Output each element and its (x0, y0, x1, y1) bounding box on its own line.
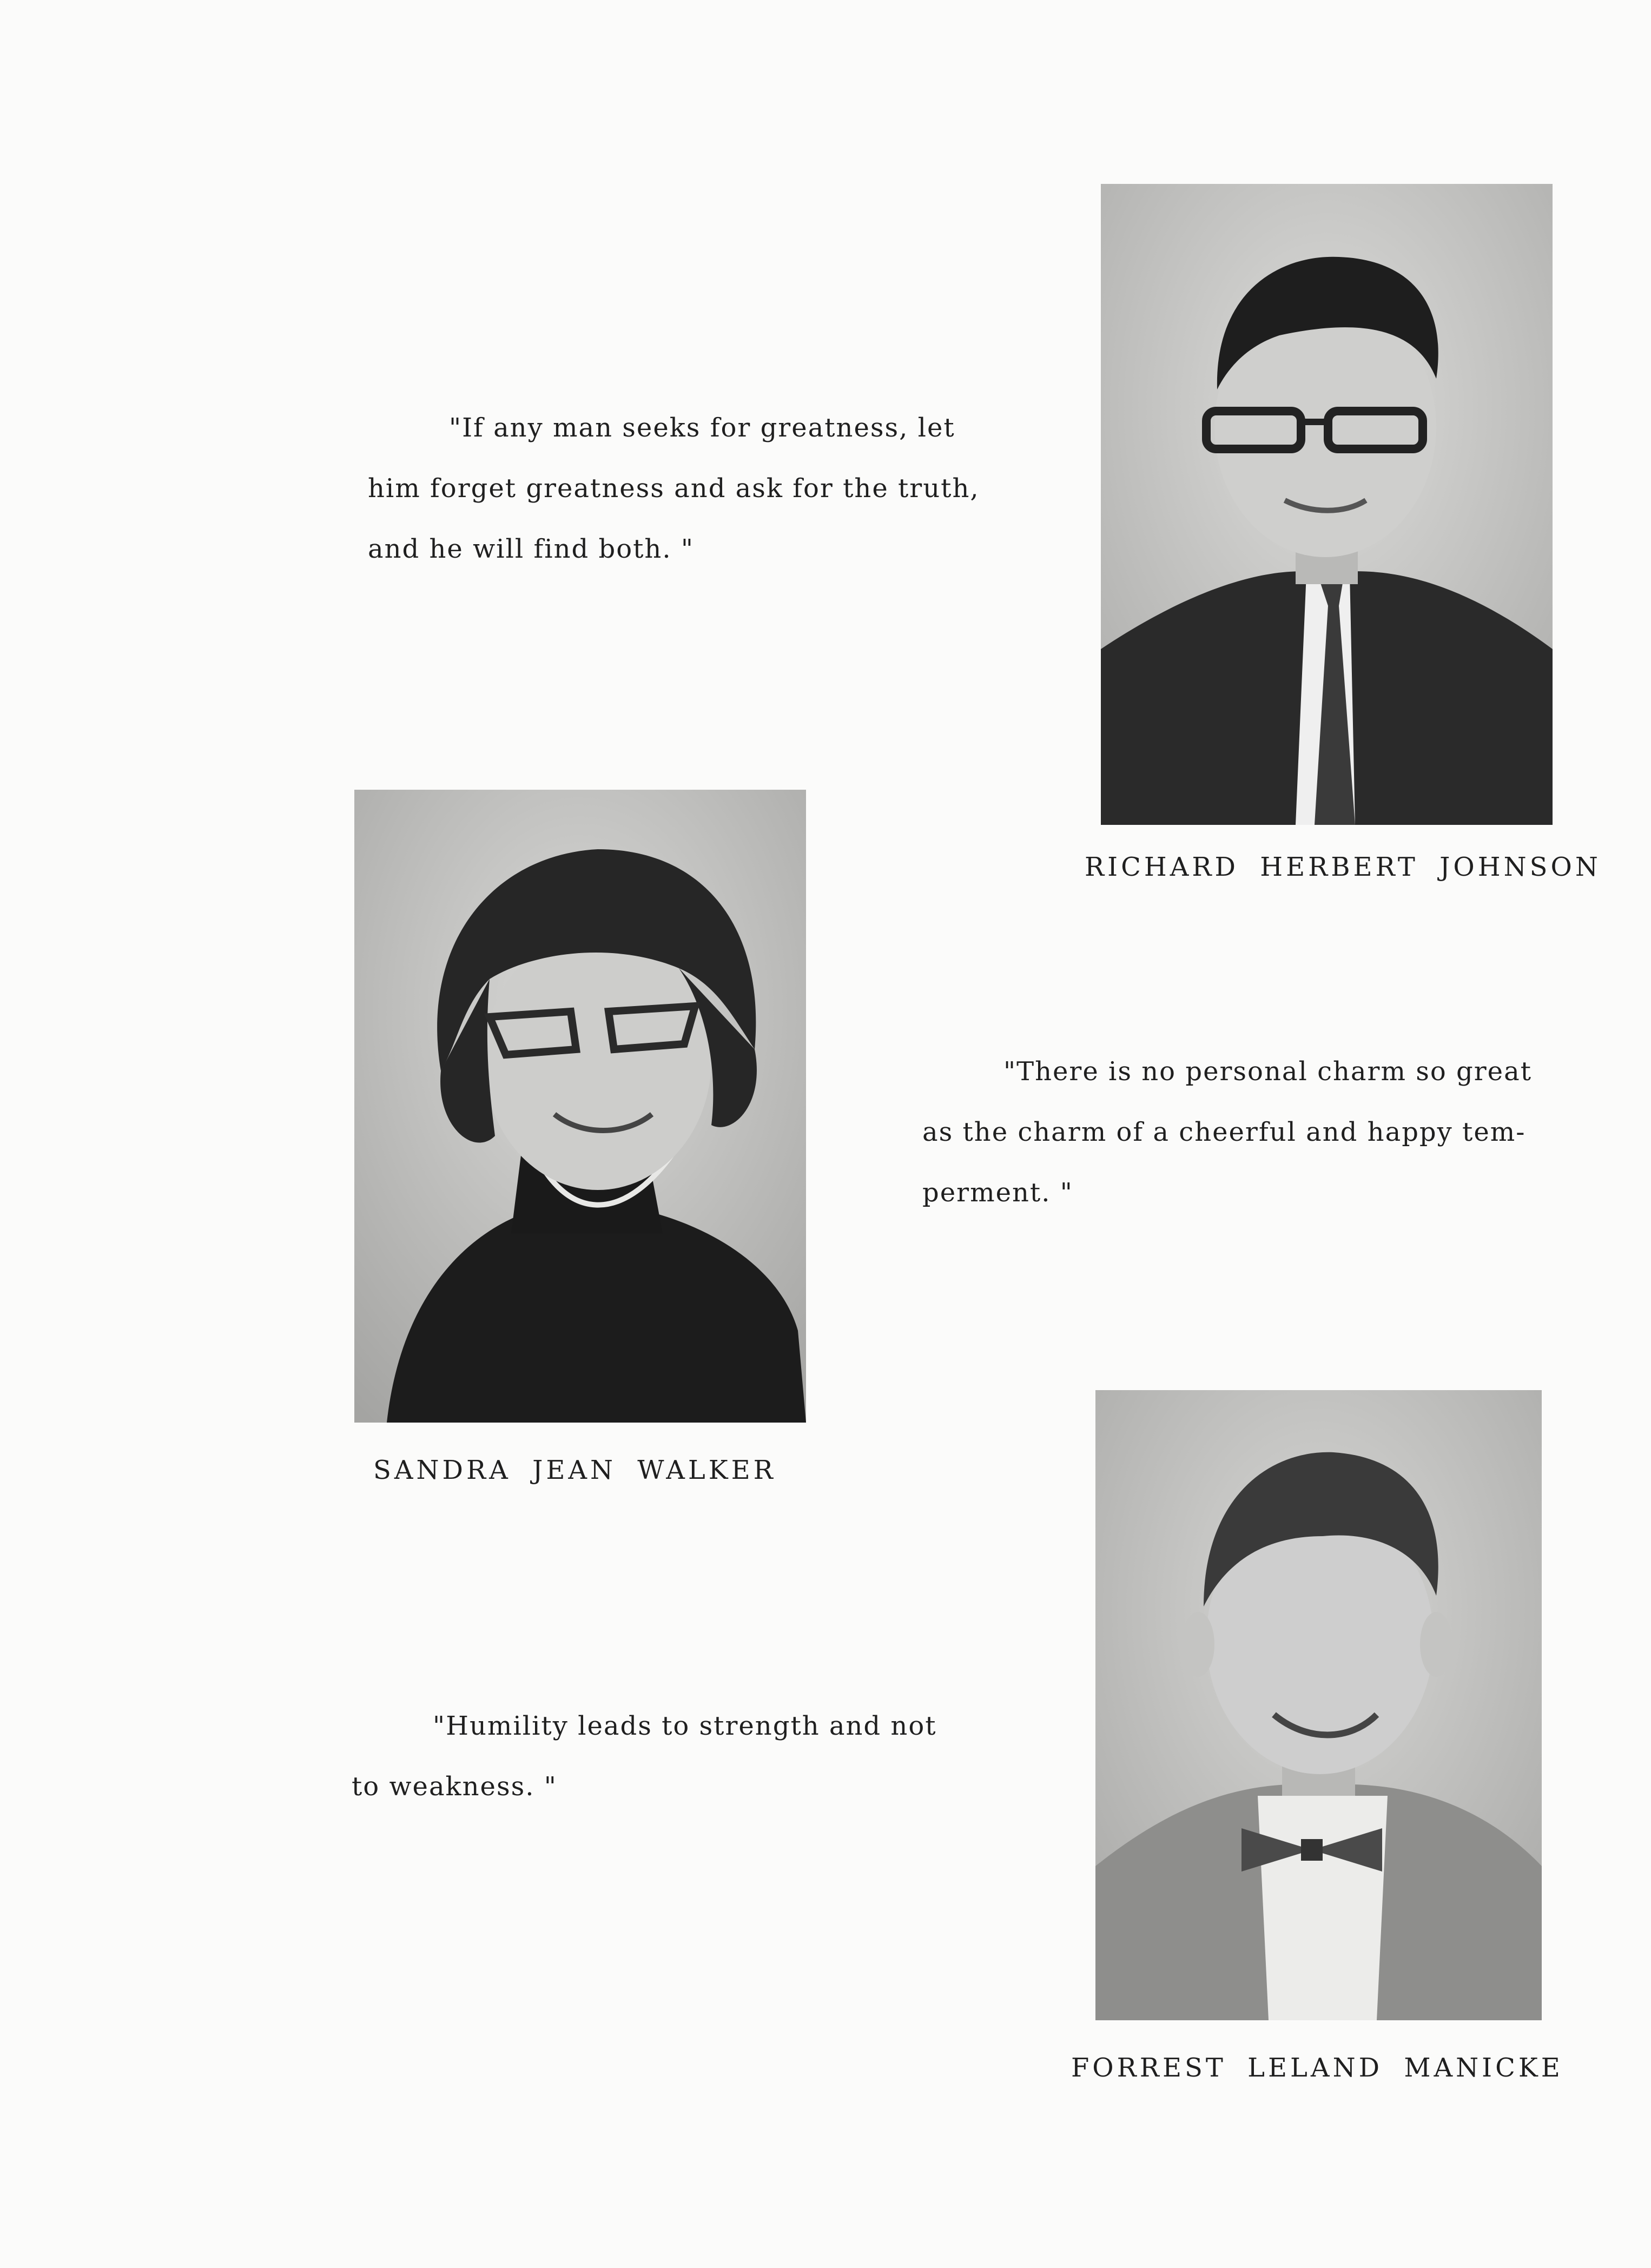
quote-line: to weakness. " (352, 1771, 557, 1802)
quote-forrest-leland-manicke (352, 1696, 987, 1817)
quote-line: "There is no personal charm so great (1003, 1056, 1532, 1087)
portrait-photo-richard-herbert-johnson (1101, 184, 1553, 825)
quote-richard-herbert-johnson (368, 398, 1003, 579)
quote-line: as the charm of a cheerful and happy tem- (922, 1117, 1526, 1147)
quote-line: perment. " (922, 1178, 1073, 1208)
quote-line: "Humility leads to strength and not (433, 1711, 937, 1741)
quote-sandra-jean-walker (922, 1041, 1558, 1223)
portrait-photo-forrest-leland-manicke (1095, 1390, 1542, 2020)
portrait-photo-sandra-jean-walker (354, 790, 806, 1423)
quote-line: him forget greatness and ask for the truth, (368, 473, 980, 504)
student-name-richard-herbert-johnson: RICHARD HERBERT JOHNSON (1085, 852, 1601, 882)
quote-line: "If any man seeks for greatness, let (449, 413, 955, 443)
student-name-forrest-leland-manicke: FORREST LELAND MANICKE (1071, 2053, 1563, 2083)
quote-line: and he will find both. " (368, 534, 694, 564)
student-name-sandra-jean-walker: SANDRA JEAN WALKER (373, 1455, 776, 1485)
